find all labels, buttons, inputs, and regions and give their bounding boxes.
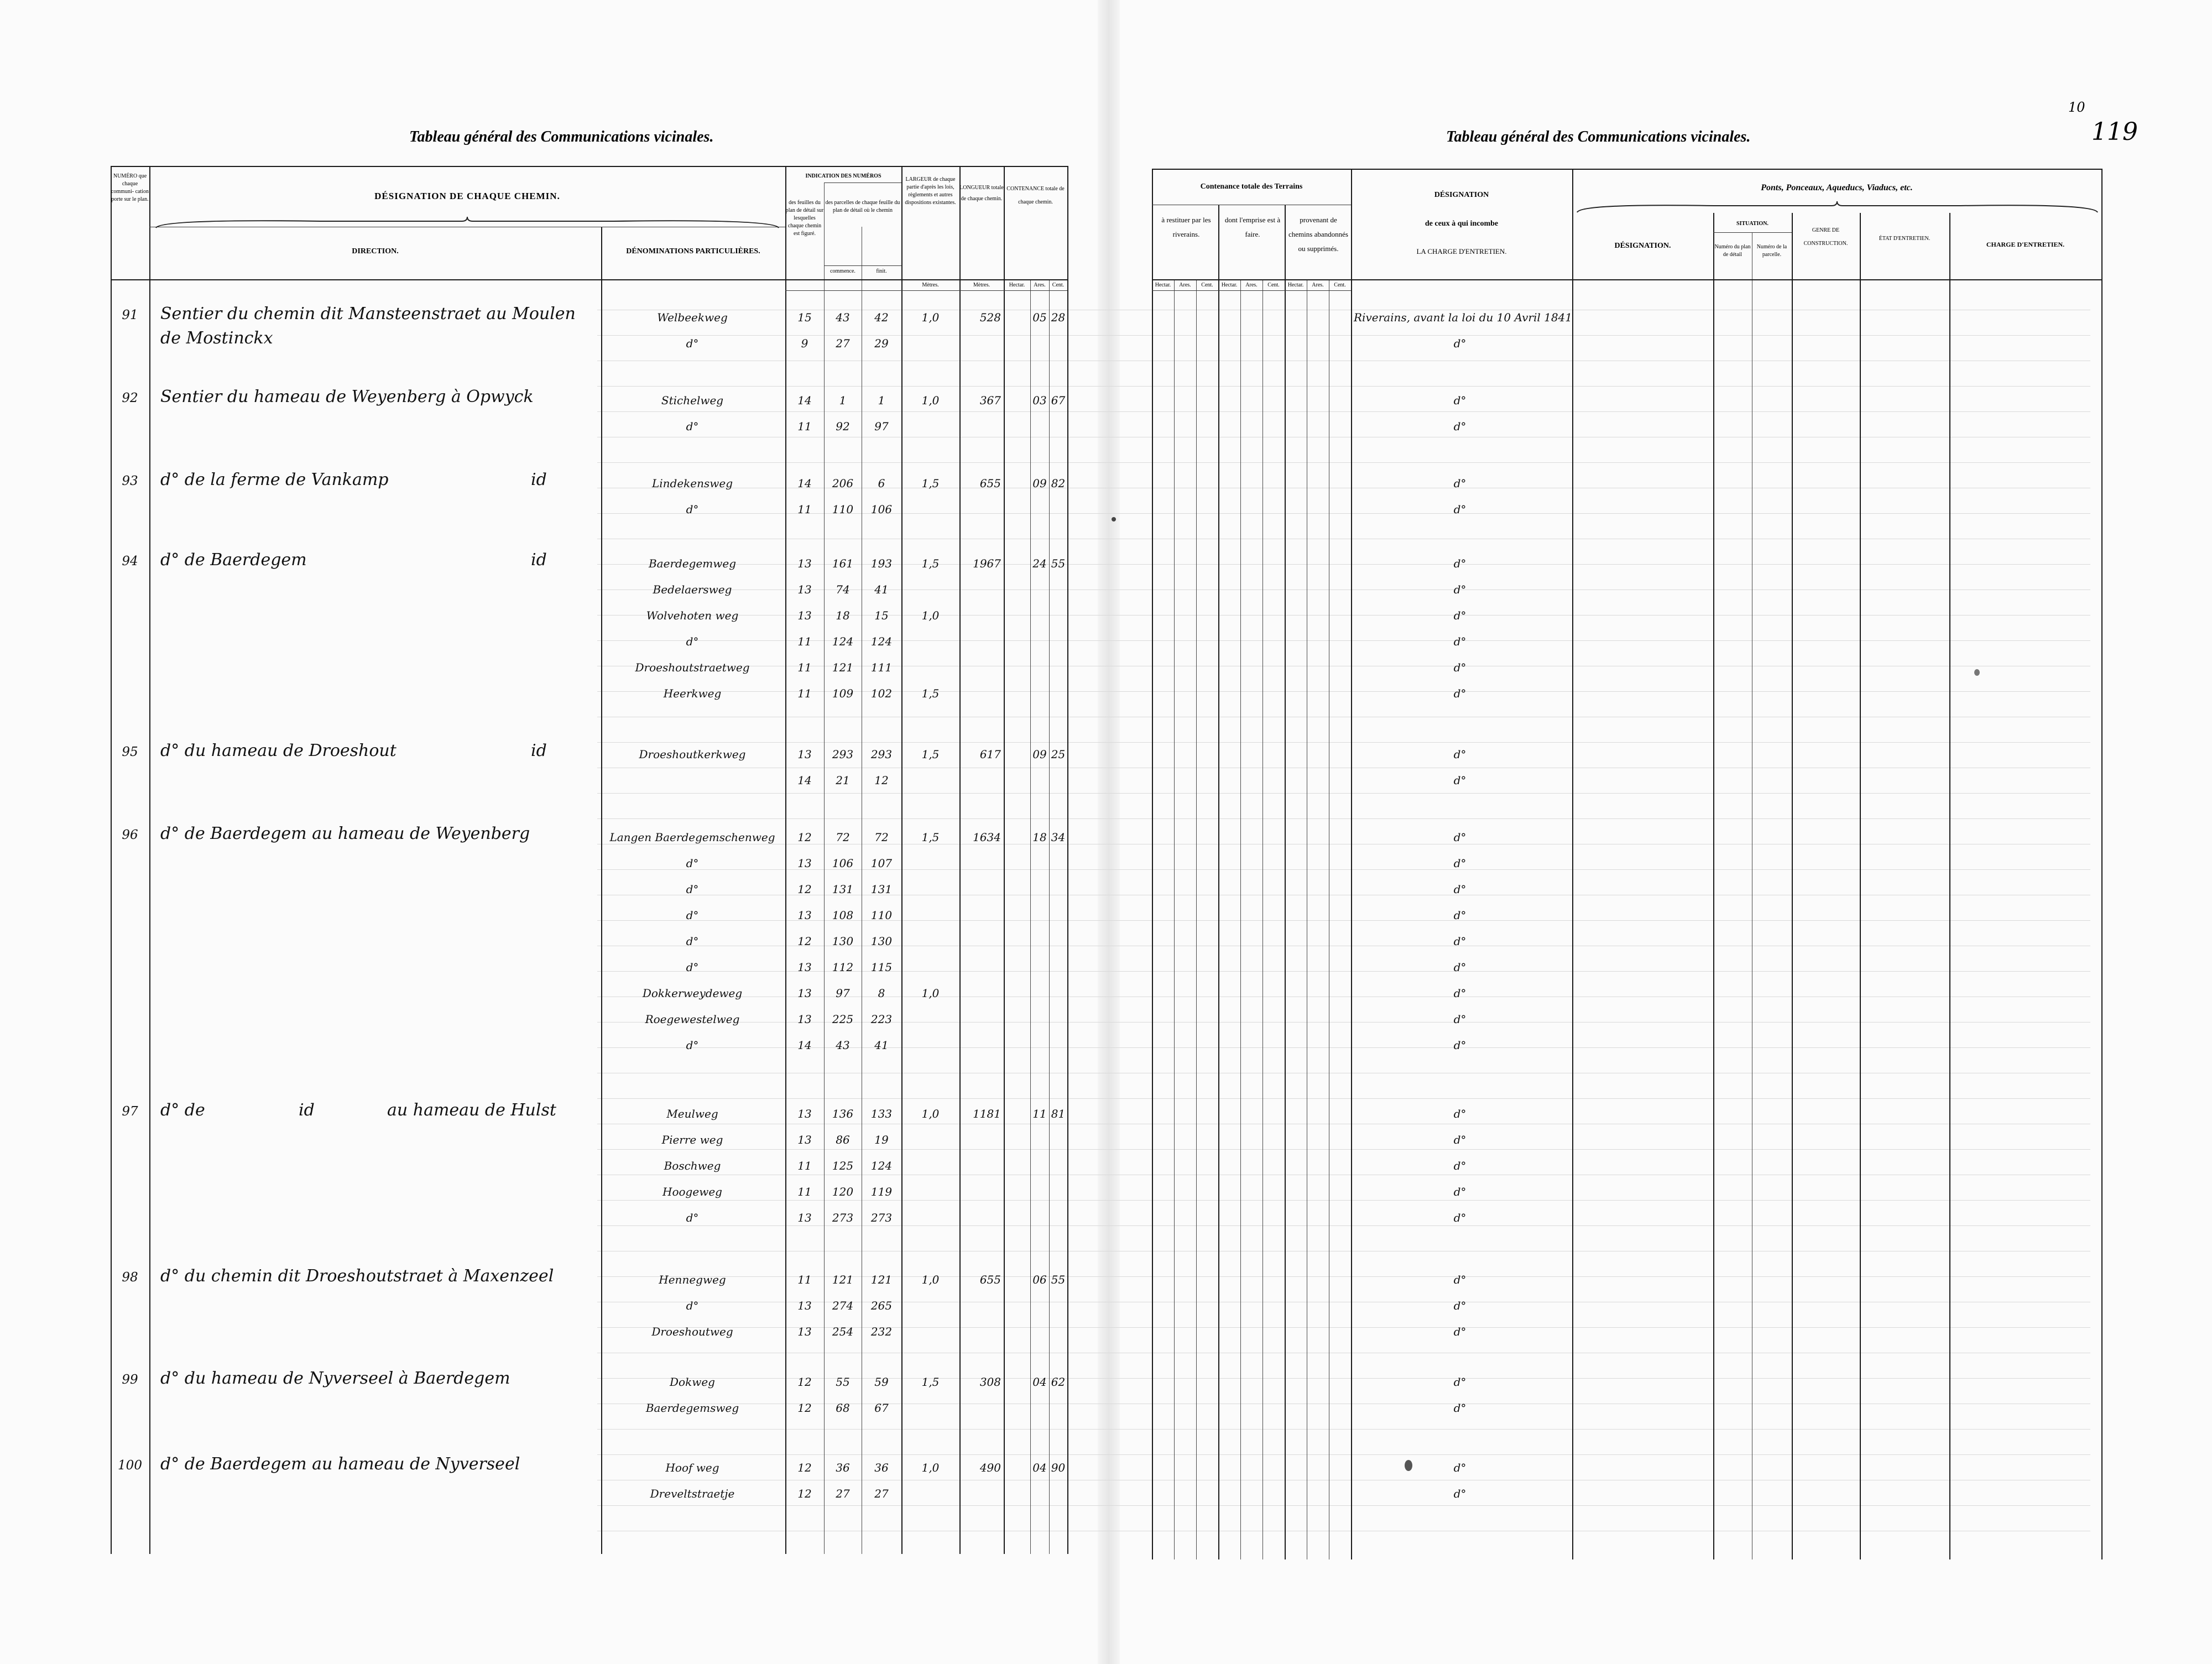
parcel-end: 107: [870, 857, 893, 870]
sheet-number: 13: [797, 748, 812, 761]
maintenance-charge: d°: [1453, 909, 1467, 922]
road-name: Pierre weg: [661, 1133, 723, 1146]
direction-text: d° de Baerdegem au hameau de Weyenberg: [160, 824, 530, 843]
entry-number: 98: [122, 1270, 138, 1285]
header-denominations: DÉNOMINATIONS PARTICULIÈRES.: [626, 247, 760, 255]
parcel-start: 18: [836, 609, 850, 622]
road-name: Dreveltstraetje: [650, 1487, 735, 1500]
area-centiares: 55: [1051, 1273, 1066, 1286]
parcel-end: 133: [870, 1107, 893, 1120]
direction-text: d° du hameau de Nyverseel à Baerdegem: [160, 1369, 510, 1388]
maintenance-charge: d°: [1453, 831, 1467, 844]
parcel-start: 273: [832, 1211, 854, 1224]
area-ares: 05: [1032, 311, 1047, 324]
parcel-start: 97: [836, 987, 850, 1000]
road-name: d°: [686, 883, 699, 896]
parcel-end: 293: [870, 748, 893, 761]
length-value: 655: [979, 1273, 1001, 1286]
area-centiares: 34: [1051, 831, 1066, 844]
header-contenance-terrains: Contenance totale des Terrains: [1200, 182, 1303, 191]
parcel-start: 74: [836, 583, 850, 596]
width-value: 1,5: [921, 557, 940, 570]
header-provenant: provenant de chemins abandonnés ou supprimés.: [1288, 216, 1348, 253]
sheet-number: 11: [797, 1273, 812, 1286]
maintenance-charge: d°: [1453, 1211, 1467, 1224]
unit-label: Cent.: [1267, 282, 1280, 288]
parcel-start: 27: [836, 337, 850, 350]
direction-text: de Mostinckx: [160, 328, 273, 348]
maintenance-charge: d°: [1453, 557, 1467, 570]
sheet-number: 12: [797, 1461, 812, 1474]
road-name: Heerkweg: [663, 687, 722, 700]
area-centiares: 62: [1051, 1375, 1066, 1389]
parcel-end: 36: [874, 1461, 889, 1474]
sheet-number: 12: [797, 1487, 812, 1500]
parcel-end: 223: [870, 1013, 893, 1026]
sheet-number: 13: [797, 583, 812, 596]
parcel-end: 97: [874, 420, 889, 433]
parcel-start: 112: [832, 961, 854, 974]
length-value: 1181: [973, 1107, 1001, 1120]
parcel-end: 59: [874, 1375, 889, 1389]
parcel-end: 29: [874, 337, 889, 350]
maintenance-charge: d°: [1453, 1107, 1467, 1120]
parcel-end: 67: [874, 1401, 889, 1415]
width-value: 1,5: [921, 687, 940, 700]
road-name: d°: [686, 635, 699, 648]
parcel-start: 106: [832, 857, 854, 870]
direction-text: id: [299, 1100, 315, 1120]
width-value: 1,0: [921, 311, 940, 324]
header-etat: ÉTAT D'ENTRETIEN.: [1879, 236, 1931, 242]
road-name: Baerdegemsweg: [645, 1401, 739, 1415]
unit-label: Ares.: [1312, 282, 1324, 288]
parcel-end: 124: [870, 1159, 893, 1172]
road-name: Welbeekweg: [657, 311, 728, 324]
width-value: 1,0: [921, 609, 940, 622]
unit-label: Hectar.: [1155, 282, 1171, 288]
width-value: 1,5: [921, 1375, 940, 1389]
direction-text: d° du chemin dit Droeshoutstraet à Maxenzeel: [160, 1266, 554, 1286]
parcel-start: 27: [836, 1487, 850, 1500]
road-name: Boschweg: [664, 1159, 721, 1172]
direction-text: d° de Baerdegem au hameau de Nyverseel: [160, 1454, 520, 1474]
maintenance-charge: d°: [1453, 337, 1467, 350]
header-designation-group: DÉSIGNATION DE CHAQUE CHEMIN.: [374, 191, 560, 201]
header-commence: commence.: [830, 268, 855, 274]
right-page-title: Tableau général des Communications vicinales.: [1446, 128, 1751, 145]
maintenance-charge: d°: [1453, 1133, 1467, 1146]
header-situation: SITUATION.: [1736, 221, 1768, 227]
folio-number: 119: [2091, 118, 2138, 146]
unit-ares: Ares.: [1034, 282, 1046, 288]
ink-blot: [1974, 669, 1980, 676]
direction-text: id: [531, 550, 547, 570]
parcel-start: 136: [832, 1107, 854, 1120]
sheet-number: 13: [797, 1211, 812, 1224]
maintenance-charge: d°: [1453, 1185, 1467, 1198]
parcel-start: 109: [832, 687, 854, 700]
sheet-number: 12: [797, 1375, 812, 1389]
header-dont-emprise: dont l'emprise est à faire.: [1224, 216, 1281, 238]
maintenance-charge: d°: [1453, 987, 1467, 1000]
entry-number: 97: [122, 1104, 138, 1119]
parcel-end: 41: [874, 583, 889, 596]
road-name: Droeshoutstraetweg: [635, 661, 750, 674]
maintenance-charge: d°: [1453, 935, 1467, 948]
header-finit: finit.: [876, 268, 887, 274]
parcel-end: 119: [870, 1185, 893, 1198]
area-centiares: 67: [1051, 394, 1066, 407]
sheet-number: 12: [797, 935, 812, 948]
width-value: 1,5: [921, 831, 940, 844]
parcel-start: 225: [832, 1013, 854, 1026]
header-p-designation: DÉSIGNATION.: [1614, 242, 1671, 250]
parcel-end: 130: [870, 935, 893, 948]
header-numero-plan: Numéro du plan de détail: [1714, 244, 1751, 258]
road-name: d°: [686, 1211, 699, 1224]
sheet-number: 14: [797, 394, 812, 407]
ink-blot: [1112, 517, 1116, 521]
road-name: d°: [686, 961, 699, 974]
maintenance-charge: d°: [1453, 1039, 1467, 1052]
header-feuilles: des feuilles du plan de détail sur lesquelles chaque chemin est figuré.: [785, 200, 824, 237]
sheet-number: 13: [797, 909, 812, 922]
parcel-end: 41: [874, 1039, 889, 1052]
direction-text: Sentier du hameau de Weyenberg à Opwyck: [160, 387, 534, 406]
road-name: Stichelweg: [661, 394, 724, 407]
sheet-number: 13: [797, 857, 812, 870]
maintenance-charge: d°: [1453, 661, 1467, 674]
header-designation-charge: DÉSIGNATION: [1434, 191, 1489, 199]
road-name: Langen Baerdegemschenweg: [609, 831, 775, 844]
sheet-number: 14: [797, 477, 812, 490]
sheet-number: 9: [801, 337, 808, 350]
maintenance-charge: d°: [1453, 503, 1467, 516]
road-name: Dokkerweydeweg: [642, 987, 743, 1000]
maintenance-charge: Riverains, avant la loi du 10 Avril 1841: [1354, 311, 1573, 324]
direction-text: Sentier du chemin dit Mansteenstraet au Moulen: [160, 304, 576, 324]
entry-number: 100: [118, 1458, 142, 1473]
unit-metres: Mètres.: [922, 282, 939, 288]
sheet-number: 11: [797, 503, 812, 516]
sheet-number: 13: [797, 1013, 812, 1026]
maintenance-charge: d°: [1453, 1487, 1467, 1500]
direction-text: d° du hameau de Droeshout: [160, 741, 397, 760]
header-numero: NUMÉRO que chaque communi- cation porte sur le plan.: [111, 173, 149, 202]
area-ares: 18: [1032, 831, 1047, 844]
sheet-number: 11: [797, 420, 812, 433]
entry-number: 92: [122, 391, 138, 405]
road-name: d°: [686, 1039, 699, 1052]
parcel-start: 120: [832, 1185, 854, 1198]
parcel-end: 12: [874, 774, 889, 787]
unit-cent: Cent.: [1052, 282, 1065, 288]
header-contenance: CONTENANCE totale de chaque chemin.: [1006, 186, 1065, 205]
area-centiares: 82: [1051, 477, 1066, 490]
road-name: Dokweg: [670, 1375, 715, 1389]
area-ares: 06: [1032, 1273, 1047, 1286]
road-name: d°: [686, 1299, 699, 1312]
road-name: Roegewestelweg: [645, 1013, 740, 1026]
maintenance-charge: d°: [1453, 1299, 1467, 1312]
parcel-end: 8: [878, 987, 885, 1000]
parcel-end: 6: [878, 477, 885, 490]
maintenance-charge: d°: [1453, 961, 1467, 974]
folio-note: 10: [2068, 100, 2085, 115]
parcel-end: 106: [870, 503, 893, 516]
parcel-start: 206: [832, 477, 854, 490]
area-ares: 04: [1032, 1461, 1047, 1474]
direction-text: id: [531, 741, 547, 760]
road-name: d°: [686, 935, 699, 948]
unit-metres-long: Mètres.: [973, 282, 990, 288]
maintenance-charge: d°: [1453, 857, 1467, 870]
entry-number: 91: [122, 308, 138, 322]
parcel-start: 110: [832, 503, 854, 516]
unit-label: Cent.: [1334, 282, 1346, 288]
road-name: Droeshoutweg: [651, 1325, 733, 1338]
header-genre: GENRE DE CONSTRUCTION.: [1803, 227, 1848, 247]
length-value: 617: [979, 748, 1001, 761]
area-centiares: 81: [1051, 1107, 1066, 1120]
parcel-start: 161: [832, 557, 854, 570]
road-name: Hoof weg: [665, 1461, 719, 1474]
designation-brace: [155, 216, 780, 230]
road-name: Lindekensweg: [651, 477, 733, 490]
direction-text: au hameau de Hulst: [387, 1100, 556, 1120]
book-gutter: [1098, 0, 1120, 1664]
road-name: Hennegweg: [659, 1273, 726, 1286]
direction-text: d° de Baerdegem: [160, 550, 307, 570]
sheet-number: 11: [797, 1185, 812, 1198]
sheet-number: 13: [797, 1133, 812, 1146]
parcel-start: 43: [836, 311, 850, 324]
maintenance-charge: d°: [1453, 583, 1467, 596]
unit-label: Cent.: [1201, 282, 1213, 288]
parcel-end: 115: [870, 961, 893, 974]
sheet-number: 13: [797, 961, 812, 974]
direction-text: d° de: [160, 1100, 205, 1120]
parcel-start: 92: [836, 420, 850, 433]
area-ares: 09: [1032, 477, 1047, 490]
sheet-number: 14: [797, 774, 812, 787]
header-indication: INDICATION DES NUMÉROS: [805, 173, 881, 179]
parcel-start: 131: [832, 883, 854, 896]
entry-number: 95: [122, 745, 138, 759]
parcel-end: 42: [874, 311, 889, 324]
area-centiares: 55: [1051, 557, 1066, 570]
length-value: 1967: [973, 557, 1001, 570]
parcel-start: 274: [832, 1299, 854, 1312]
maintenance-charge: d°: [1453, 1375, 1467, 1389]
area-ares: 03: [1032, 394, 1047, 407]
width-value: 1,0: [921, 1273, 940, 1286]
road-name: Wolvehoten weg: [646, 609, 739, 622]
sheet-number: 15: [797, 311, 812, 324]
parcel-end: 273: [870, 1211, 893, 1224]
parcel-start: 124: [832, 635, 854, 648]
parcel-start: 43: [836, 1039, 850, 1052]
maintenance-charge: d°: [1453, 774, 1467, 787]
parcel-end: 193: [870, 557, 893, 570]
header-direction: DIRECTION.: [352, 247, 399, 255]
road-name: d°: [686, 337, 699, 350]
header-numero-parcelle: Numéro de la parcelle.: [1756, 244, 1787, 258]
unit-label: Hectar.: [1287, 282, 1304, 288]
parcel-end: 19: [874, 1133, 889, 1146]
direction-text: d° de la ferme de Vankamp: [160, 470, 389, 489]
sheet-number: 11: [797, 1159, 812, 1172]
area-centiares: 90: [1051, 1461, 1066, 1474]
sheet-number: 12: [797, 1401, 812, 1415]
sheet-number: 12: [797, 883, 812, 896]
area-ares: 09: [1032, 748, 1047, 761]
parcel-start: 72: [836, 831, 850, 844]
sheet-number: 11: [797, 635, 812, 648]
sheet-number: 13: [797, 1325, 812, 1338]
entry-number: 93: [122, 474, 138, 488]
parcel-end: 232: [870, 1325, 893, 1338]
road-name: d°: [686, 503, 699, 516]
parcel-start: 21: [836, 774, 850, 787]
area-centiares: 28: [1051, 311, 1066, 324]
road-name: d°: [686, 909, 699, 922]
maintenance-charge: d°: [1453, 883, 1467, 896]
parcel-end: 111: [870, 661, 893, 674]
header-a-restituer: à restituer par les riverains.: [1161, 216, 1211, 238]
road-name: Baerdegemweg: [648, 557, 737, 570]
width-value: 1,0: [921, 987, 940, 1000]
entry-number: 96: [122, 828, 138, 842]
maintenance-charge: d°: [1453, 687, 1467, 700]
maintenance-charge: d°: [1453, 394, 1467, 407]
left-page-title: Tableau général des Communications vicinales.: [409, 128, 714, 145]
parcel-start: 293: [832, 748, 854, 761]
parcel-end: 265: [870, 1299, 893, 1312]
sheet-number: 13: [797, 1107, 812, 1120]
length-value: 308: [979, 1375, 1001, 1389]
length-value: 1634: [973, 831, 1001, 844]
ponts-brace: [1576, 200, 2099, 215]
parcel-end: 27: [874, 1487, 889, 1500]
sheet-number: 11: [797, 661, 812, 674]
entry-number: 94: [122, 554, 138, 568]
parcel-end: 124: [870, 635, 893, 648]
unit-label: Ares.: [1179, 282, 1191, 288]
road-name: Bedelaersweg: [653, 583, 732, 596]
unit-hectar: Hectar.: [1009, 282, 1025, 288]
maintenance-charge: d°: [1453, 748, 1467, 761]
parcel-start: 254: [832, 1325, 854, 1338]
sheet-number: 12: [797, 831, 812, 844]
parcel-end: 15: [874, 609, 889, 622]
parcel-start: 86: [836, 1133, 850, 1146]
road-name: Meulweg: [666, 1107, 718, 1120]
area-ares: 24: [1032, 557, 1047, 570]
parcel-start: 36: [836, 1461, 850, 1474]
maintenance-charge: d°: [1453, 609, 1467, 622]
parcel-start: 1: [839, 394, 847, 407]
parcel-end: 72: [874, 831, 889, 844]
header-parcelles: des parcelles de chaque feuille du plan de détail où le chemin: [825, 200, 900, 213]
parcel-start: 108: [832, 909, 854, 922]
ink-blot: [1405, 1460, 1412, 1471]
parcel-end: 131: [870, 883, 893, 896]
area-ares: 04: [1032, 1375, 1047, 1389]
parcel-start: 130: [832, 935, 854, 948]
width-value: 1,0: [921, 1107, 940, 1120]
sheet-number: 13: [797, 987, 812, 1000]
parcel-start: 125: [832, 1159, 854, 1172]
length-value: 490: [979, 1461, 1001, 1474]
parcel-start: 68: [836, 1401, 850, 1415]
maintenance-charge: d°: [1453, 1325, 1467, 1338]
length-value: 528: [979, 311, 1001, 324]
maintenance-charge: d°: [1453, 1401, 1467, 1415]
width-value: 1,0: [921, 394, 940, 407]
sheet-number: 13: [797, 609, 812, 622]
unit-label: Hectar.: [1221, 282, 1238, 288]
parcel-end: 102: [870, 687, 893, 700]
maintenance-charge: d°: [1453, 1159, 1467, 1172]
road-name: d°: [686, 857, 699, 870]
parcel-start: 121: [832, 1273, 854, 1286]
width-value: 1,5: [921, 477, 940, 490]
header-longueur: LONGUEUR totale de chaque chemin.: [959, 185, 1004, 202]
parcel-end: 110: [870, 909, 893, 922]
maintenance-charge: d°: [1453, 1461, 1467, 1474]
header-charge: CHARGE D'ENTRETIEN.: [1986, 241, 2065, 248]
header-largeur: LARGEUR de chaque partie d'après les lois, règlements et autres dispositions existantes.: [905, 176, 956, 206]
sheet-number: 13: [797, 1299, 812, 1312]
sheet-number: 14: [797, 1039, 812, 1052]
maintenance-charge: d°: [1453, 1013, 1467, 1026]
parcel-start: 55: [836, 1375, 850, 1389]
area-ares: 11: [1032, 1107, 1047, 1120]
entry-number: 99: [122, 1373, 138, 1387]
length-value: 367: [979, 394, 1001, 407]
width-value: 1,0: [921, 1461, 940, 1474]
parcel-end: 121: [870, 1273, 893, 1286]
direction-text: id: [531, 470, 547, 489]
width-value: 1,5: [921, 748, 940, 761]
unit-label: Ares.: [1245, 282, 1258, 288]
sheet-number: 11: [797, 687, 812, 700]
parcel-end: 1: [878, 394, 885, 407]
maintenance-charge: d°: [1453, 477, 1467, 490]
header-ponts: Ponts, Ponceaux, Aqueducs, Viaducs, etc.: [1761, 183, 1913, 192]
road-name: Hoogeweg: [662, 1185, 722, 1198]
road-name: d°: [686, 420, 699, 433]
sheet-number: 13: [797, 557, 812, 570]
area-centiares: 25: [1051, 748, 1066, 761]
header-de-ceux: de ceux à qui incombe: [1425, 220, 1499, 228]
parcel-start: 121: [832, 661, 854, 674]
maintenance-charge: d°: [1453, 635, 1467, 648]
maintenance-charge: d°: [1453, 420, 1467, 433]
maintenance-charge: d°: [1453, 1273, 1467, 1286]
road-name: Droeshoutkerkweg: [639, 748, 746, 761]
header-charge-entretien-col: LA CHARGE D'ENTRETIEN.: [1416, 247, 1507, 255]
length-value: 655: [979, 477, 1001, 490]
